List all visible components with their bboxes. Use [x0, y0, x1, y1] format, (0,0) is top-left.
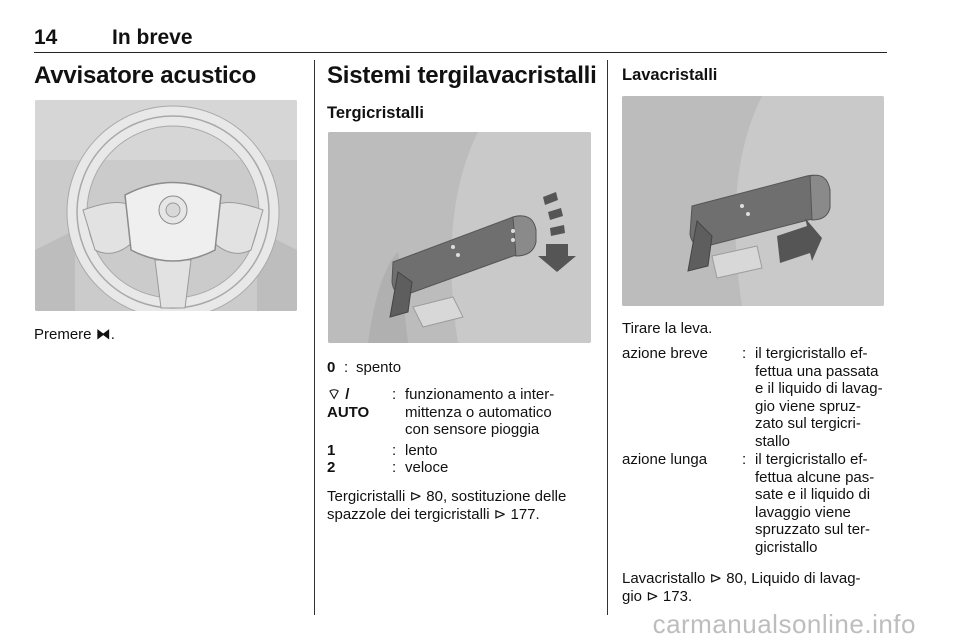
page-ref-arrow-icon: ⊳	[409, 488, 423, 505]
horn-icon: ⧓	[95, 326, 111, 343]
steering-wheel-figure	[35, 100, 297, 311]
wiper-references: Tergicristalli ⊳ 80, sostituzione delle spazzole dei tergicristalli ⊳ 177.	[327, 488, 567, 523]
interval-wipe-icon: ⌔	[327, 386, 342, 403]
column-divider-1	[314, 60, 315, 615]
washer-item-long: azione lunga : il tergicristallo ef- fettua alcune pas- sate e il liquido di lavaggio viene spruzzato sul ter- gicristallo	[622, 451, 875, 556]
subtitle-washer: Lavacristalli	[622, 66, 718, 84]
page-number: 14	[34, 26, 58, 49]
chapter-title: In breve	[112, 26, 193, 49]
section-title-wipers: Sistemi tergilavacristalli	[327, 62, 597, 89]
washer-intro: Tirare la leva.	[622, 320, 713, 337]
page-ref-arrow-icon: ⊳	[709, 570, 723, 587]
washer-stalk-figure	[622, 96, 884, 306]
header-divider	[34, 52, 887, 53]
subtitle-wipers: Tergicristalli	[327, 104, 424, 122]
washer-item-short: azione breve : il tergicristallo ef- fettua una passata e il liquido di lavag- gio viene spruz- zato sul tergicri- stallo	[622, 345, 883, 450]
wiper-stalk-figure	[328, 132, 591, 343]
washer-references: Lavacristallo ⊳ 80, Liquido di lavag- gio ⊳ 173.	[622, 570, 861, 605]
wiper-item-interval: ⌔ / AUTO : funzionamento a inter- mittenza o automatico con sensore pioggia	[327, 386, 555, 438]
column-divider-2	[607, 60, 608, 615]
page-ref-arrow-icon: ⊳	[493, 505, 507, 523]
horn-caption: Premere ⧓.	[34, 326, 115, 343]
section-title-horn: Avvisatore acustico	[34, 62, 257, 89]
watermark: carmanualsonline.info	[652, 609, 916, 639]
page-ref-arrow-icon: ⊳	[646, 587, 659, 605]
